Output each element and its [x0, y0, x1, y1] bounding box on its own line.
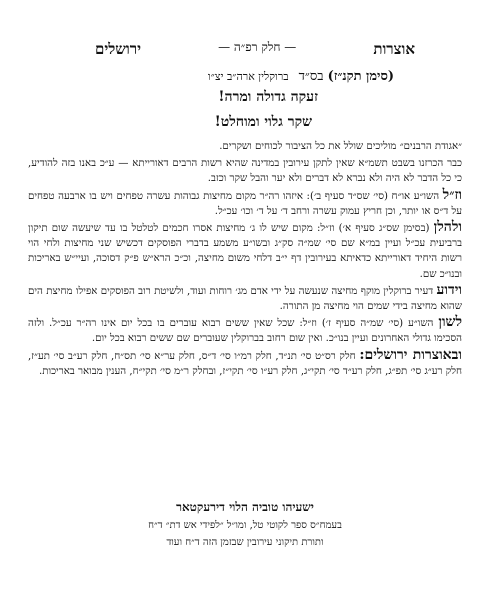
signature-line-1: בעמח״ס ספר לקוטי טל, ומו״ל ״לפידי אש דת״ ד״ח [148, 520, 342, 531]
header-middle: — חלק רפ״ה — [218, 40, 297, 54]
header-left: ירושלים [95, 40, 142, 58]
paragraph: ולהלן (בסימן שס״ג סעיף א׳) וז״ל: מקום שיש לו ג׳ מחיצות אסרו חכמים לטלטל בו עד שיעשה שום תיקון ברביעית עכ״ל ועיין במ״א שם סי׳ שמ״ה סק״ג ובשו״ע משמע בדברי הפוסקים דכשיש שני מחיצות ולחי הוי רשות היחיד דאורייתא כדאיתא בעירובין דף י״ב דלחי משום מחיצה, וכ״כ הרא״ש פ״ק דסוכה, ועיי״ש באריכות ובנו״כ שם. [28, 219, 462, 280]
paragraph: וז״ל השו״ע או״ח (סי׳ שס״ד סעיף ב׳): איזהו רה״ר מקום מחיצות גבוהות עשרה טפחים ויש בו ארבעה טפחים על ד״ס או יותר, וכן חריץ עמוק עשרה ורחב ד׳ על ד׳ וכו׳ עכ״ל. [28, 186, 462, 217]
title-line-1: זעקה גדולה ומרה! [218, 89, 318, 105]
signature-line-2: ותורת תיקוני עירובין שבזמן הזה ד״ח ועוד [166, 537, 324, 548]
header-right: אוצרות [373, 40, 415, 58]
paragraph: וידוע דעיר ברוקלין מוקף מחיצה שנעשה על ידי אדם מג׳ רוחות ועוד, ולשיטת רוב הפוסקים אפילו מחיצת הים שהוא מחיצה בידי שמים הוי מחיצה מן התורה. [28, 281, 462, 313]
paragraph: ״אגודת הרבנים״ מוליכים שולל את כל הציבור לכוחים ושקרים. [219, 141, 462, 152]
running-header [95, 40, 415, 59]
signature: ישעיהו טוביה הלוי דירעקטאר [176, 500, 314, 514]
paragraph: לשון השו״ע (סי׳ שמ״ה סעיף ז׳) וז״ל: שכל שאין ששים רבוא עוברים בו בכל יום אינו רה״ר עכ״ל. ולזה הסכימו גדולי האחרונים ועיין בנו״כ. ואין שום רחוב בברוקלין שעוברים שם ששים רבוא בכל יום. [28, 314, 462, 345]
siman-line [208, 68, 394, 84]
paragraph: ובאוצרות ירושלים: חלק רס״ט סי׳ תנ״ד, חלק רמ״ו סי׳ ד״ס, חלק ער״א סי׳ תס״ח, חלק רע״ב סי׳ תע״ז, חלק רע״ג סי׳ תפ״ג, חלק רע״ד סי׳ תקי״ג, חלק רע״ו סי׳ תקי״ז, ובחלק ר״מ סי׳ תקי״ח, הענין מבואר באריכות. [28, 346, 462, 377]
siman-location: ברוקלין ארה״ב יצ״ו [207, 70, 289, 83]
siman-bs: בס״ד [298, 69, 324, 84]
paragraph: כבר הכרזנו בשבט תשמ״א שאין לתקן עירובין במדינה שהיא רשות הרבים דאורייתא — ע״כ באנו בזה להודיע, כי כל הדבר לא היה ולא נברא לא דברים ולא יער והבל שקר וכזב. [28, 158, 462, 185]
article-body [28, 138, 462, 380]
siman-label: (סימן תקנ״ז) [327, 69, 394, 84]
title-line-2: שקר גלוי ומוחלט! [214, 114, 312, 130]
